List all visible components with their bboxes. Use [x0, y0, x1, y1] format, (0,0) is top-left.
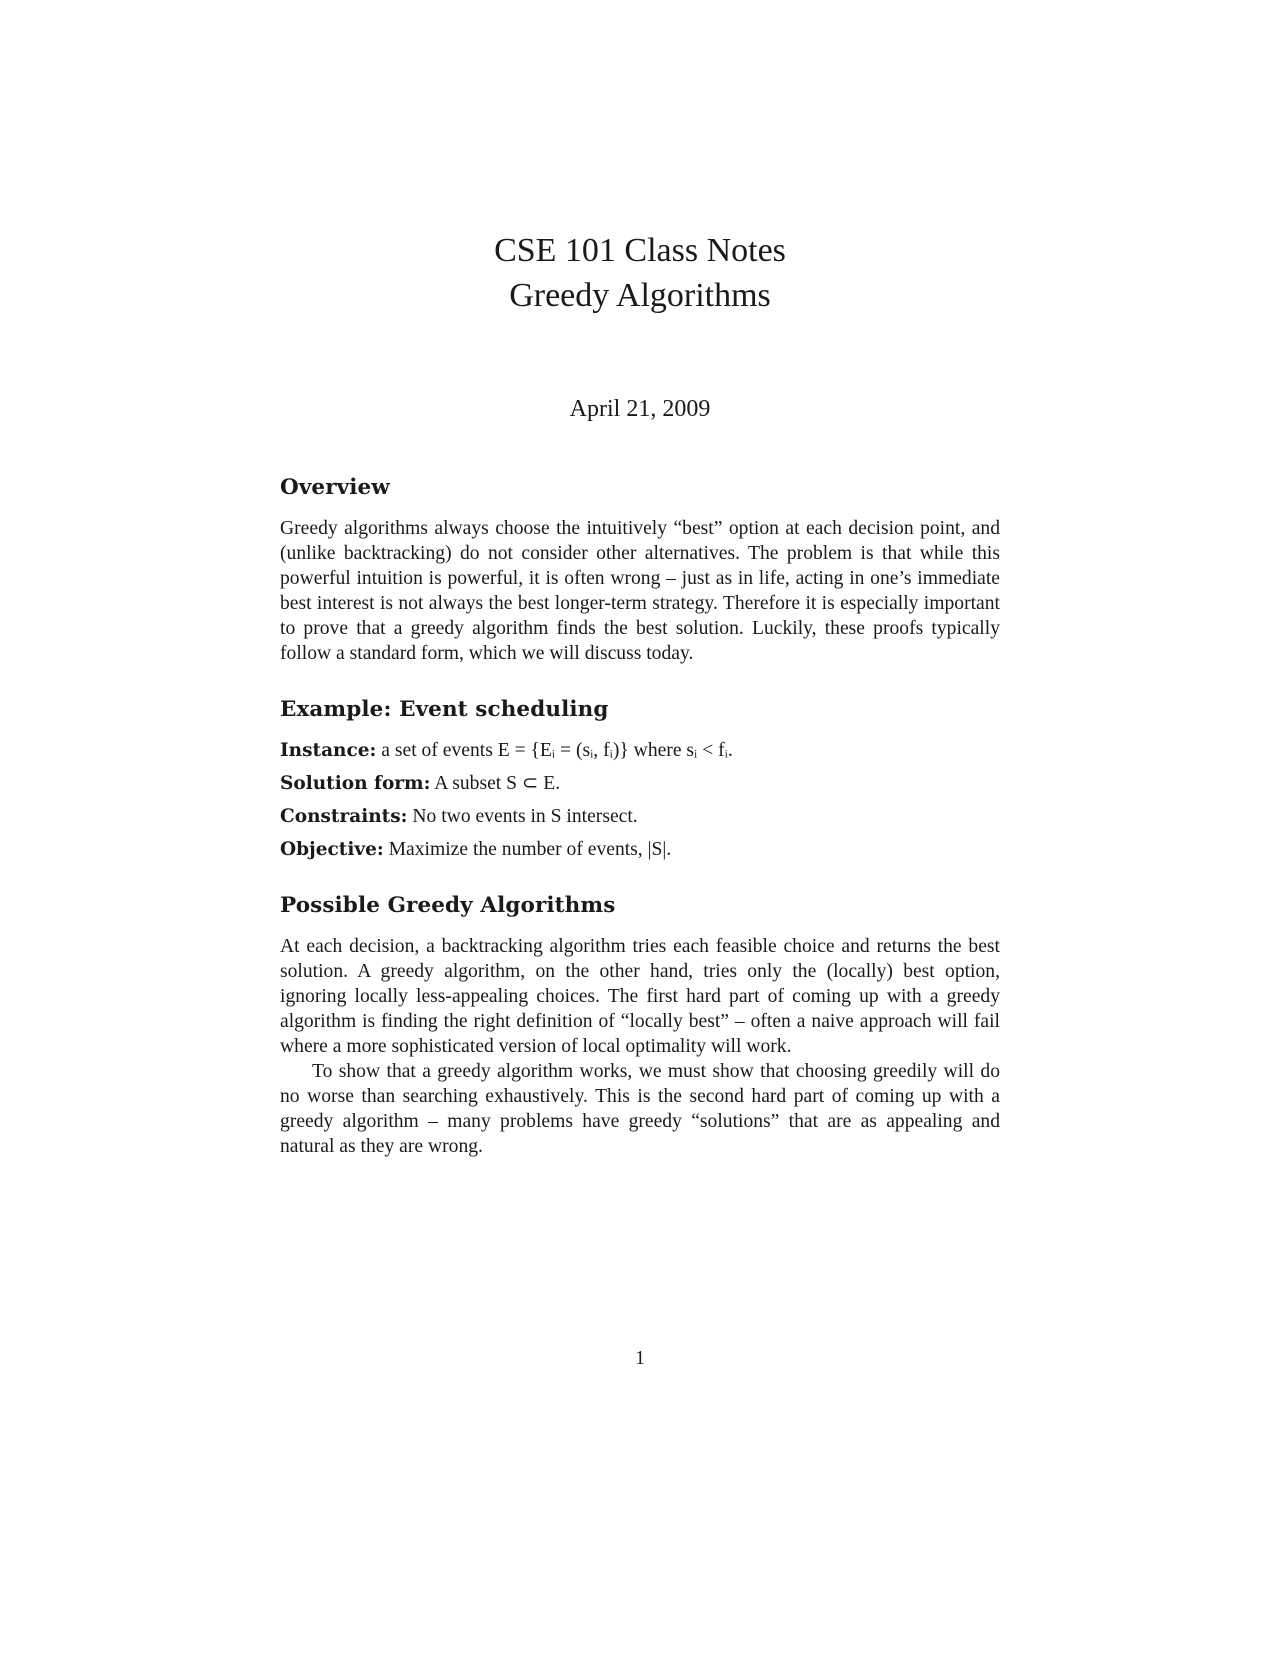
title-line-2: Greedy Algorithms [509, 277, 771, 314]
constraints-label: Constraints: [280, 806, 408, 827]
objective-label: Objective: [280, 839, 384, 860]
objective-text: Maximize the number of events, |S|. [388, 839, 672, 860]
possible-greedy-section [280, 892, 1000, 1159]
document-body [280, 474, 1000, 1189]
solution-form-definition [280, 771, 1000, 796]
possible-greedy-paragraph-1: At each decision, a backtracking algorithm tries each feasible choice and returns the best solution. A greedy algorithm, on the other hand, tries only the (locally) best option, ignoring locally less-appealing choices. The first hard part of coming up with a greedy algorithm is finding the right definition of “locally best” – often a naive approach will fail where a more sophisticated version of local optimality will work. [280, 936, 1000, 1057]
solution-form-text: A subset S ⊂ E. [434, 773, 561, 794]
document-date: April 21, 2009 [569, 396, 711, 422]
example-section [280, 696, 1000, 862]
page-number: 1 [635, 1348, 645, 1369]
document-title [0, 228, 1280, 318]
title-line-1: CSE 101 Class Notes [494, 232, 786, 269]
objective-definition [280, 837, 1000, 862]
possible-greedy-paragraph-2: To show that a greedy algorithm works, we must show that choosing greedily will do no worse than searching exhaustively. This is the second hard part of coming up with a greedy algorithm – many problems have greedy “solutions” that are as appealing and natural as they are wrong. [280, 1061, 1000, 1157]
solution-form-label: Solution form: [280, 773, 431, 794]
instance-definition [280, 738, 1000, 763]
example-heading: Example: Event scheduling [280, 697, 609, 722]
constraints-text: No two events in S intersect. [412, 806, 638, 827]
instance-label: Instance: [280, 740, 377, 761]
instance-text: a set of events E = {Eᵢ = (sᵢ, fᵢ)} where sᵢ < fᵢ. [381, 740, 733, 761]
constraints-definition [280, 804, 1000, 829]
overview-section [280, 474, 1000, 666]
overview-paragraph: Greedy algorithms always choose the intuitively “best” option at each decision point, and (unlike backtracking) do not consider other alternatives. The problem is that while this powerful intuition is powerful, it is often wrong – just as in life, acting in one’s immediate best interest is not always the best longer-term strategy. Therefore it is especially important to prove that a greedy algorithm finds the best solution. Luckily, these proofs typically follow a standard form, which we will discuss today. [280, 518, 1000, 664]
possible-greedy-heading: Possible Greedy Algorithms [280, 893, 616, 918]
overview-heading: Overview [280, 475, 390, 500]
